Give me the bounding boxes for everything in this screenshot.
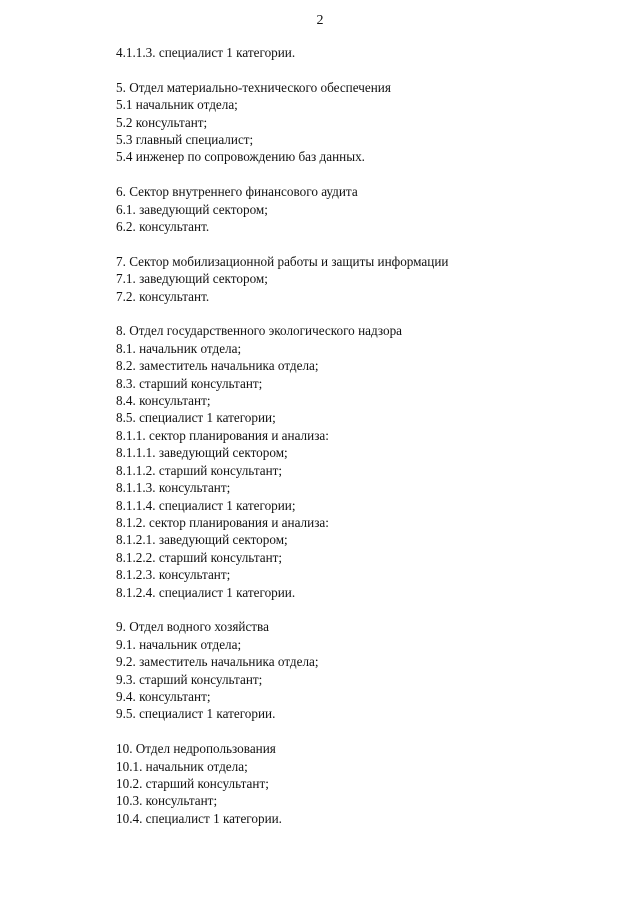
section-material-technical — [116, 79, 616, 166]
list-item: 9.4. консультант; — [116, 688, 211, 704]
section-heading: 9. Отдел водного хозяйства — [116, 619, 269, 635]
list-item: 8.1.1.2. старший консультант; — [116, 462, 283, 478]
section-heading: 8. Отдел государственного экологического надзора — [116, 323, 403, 339]
list-item: 8.2. заместитель начальника отдела; — [116, 358, 319, 374]
list-item: 8.1.1. сектор планирования и анализа: — [116, 427, 329, 443]
list-item: 8.1.1.4. специалист 1 категории; — [116, 497, 296, 513]
section-heading: 5. Отдел материально-технического обеспечения — [116, 79, 391, 95]
list-item: 5.1 начальник отдела; — [116, 97, 238, 113]
list-item: 8.1.2. сектор планирования и анализа: — [116, 514, 329, 530]
list-item: 9.2. заместитель начальника отдела; — [116, 654, 319, 670]
list-item: 9.1. начальник отдела; — [116, 636, 242, 652]
list-item: 8.5. специалист 1 категории; — [116, 410, 276, 426]
list-item: 8.4. консультант; — [116, 393, 211, 409]
list-item: 6.1. заведующий сектором; — [116, 201, 268, 217]
list-item: 6.2. консультант. — [116, 219, 210, 235]
section-heading: 7. Сектор мобилизационной работы и защиты информации — [116, 253, 449, 269]
list-item: 9.5. специалист 1 категории. — [116, 706, 276, 722]
list-item: 9.3. старший консультант; — [116, 671, 263, 687]
page-number: 2 — [316, 13, 324, 28]
list-item: 8.1. начальник отдела; — [116, 340, 242, 356]
list-item: 8.1.2.3. консультант; — [116, 567, 231, 583]
section-mobilization — [116, 253, 616, 305]
section-subsoil-use — [116, 740, 616, 827]
section-continuation — [116, 44, 616, 61]
list-item: 8.3. старший консультант; — [116, 375, 263, 391]
list-item: 8.1.1.1. заведующий сектором; — [116, 445, 288, 461]
list-item: 4.1.1.3. специалист 1 категории. — [116, 45, 296, 60]
section-ecological-supervision — [116, 322, 616, 601]
list-item: 10.1. начальник отдела; — [116, 758, 248, 774]
list-item: 7.1. заведующий сектором; — [116, 271, 268, 287]
list-item: 8.1.1.3. консультант; — [116, 480, 231, 496]
list-item: 5.4 инженер по сопровождению баз данных. — [116, 149, 365, 165]
list-item: 5.3 главный специалист; — [116, 132, 254, 148]
list-item: 8.1.2.2. старший консультант; — [116, 549, 283, 565]
list-item: 10.3. консультант; — [116, 793, 218, 809]
document-body — [116, 44, 616, 845]
list-item: 7.2. консультант. — [116, 288, 210, 304]
section-internal-audit — [116, 183, 616, 235]
list-item: 10.2. старший консультант; — [116, 775, 269, 791]
list-item: 8.1.2.1. заведующий сектором; — [116, 532, 288, 548]
list-item: 5.2 консультант; — [116, 114, 208, 130]
list-item: 10.4. специалист 1 категории. — [116, 810, 282, 826]
list-item: 8.1.2.4. специалист 1 категории. — [116, 584, 296, 600]
section-heading: 6. Сектор внутреннего финансового аудита — [116, 184, 358, 200]
section-water-management — [116, 618, 616, 722]
section-heading: 10. Отдел недропользования — [116, 741, 276, 757]
